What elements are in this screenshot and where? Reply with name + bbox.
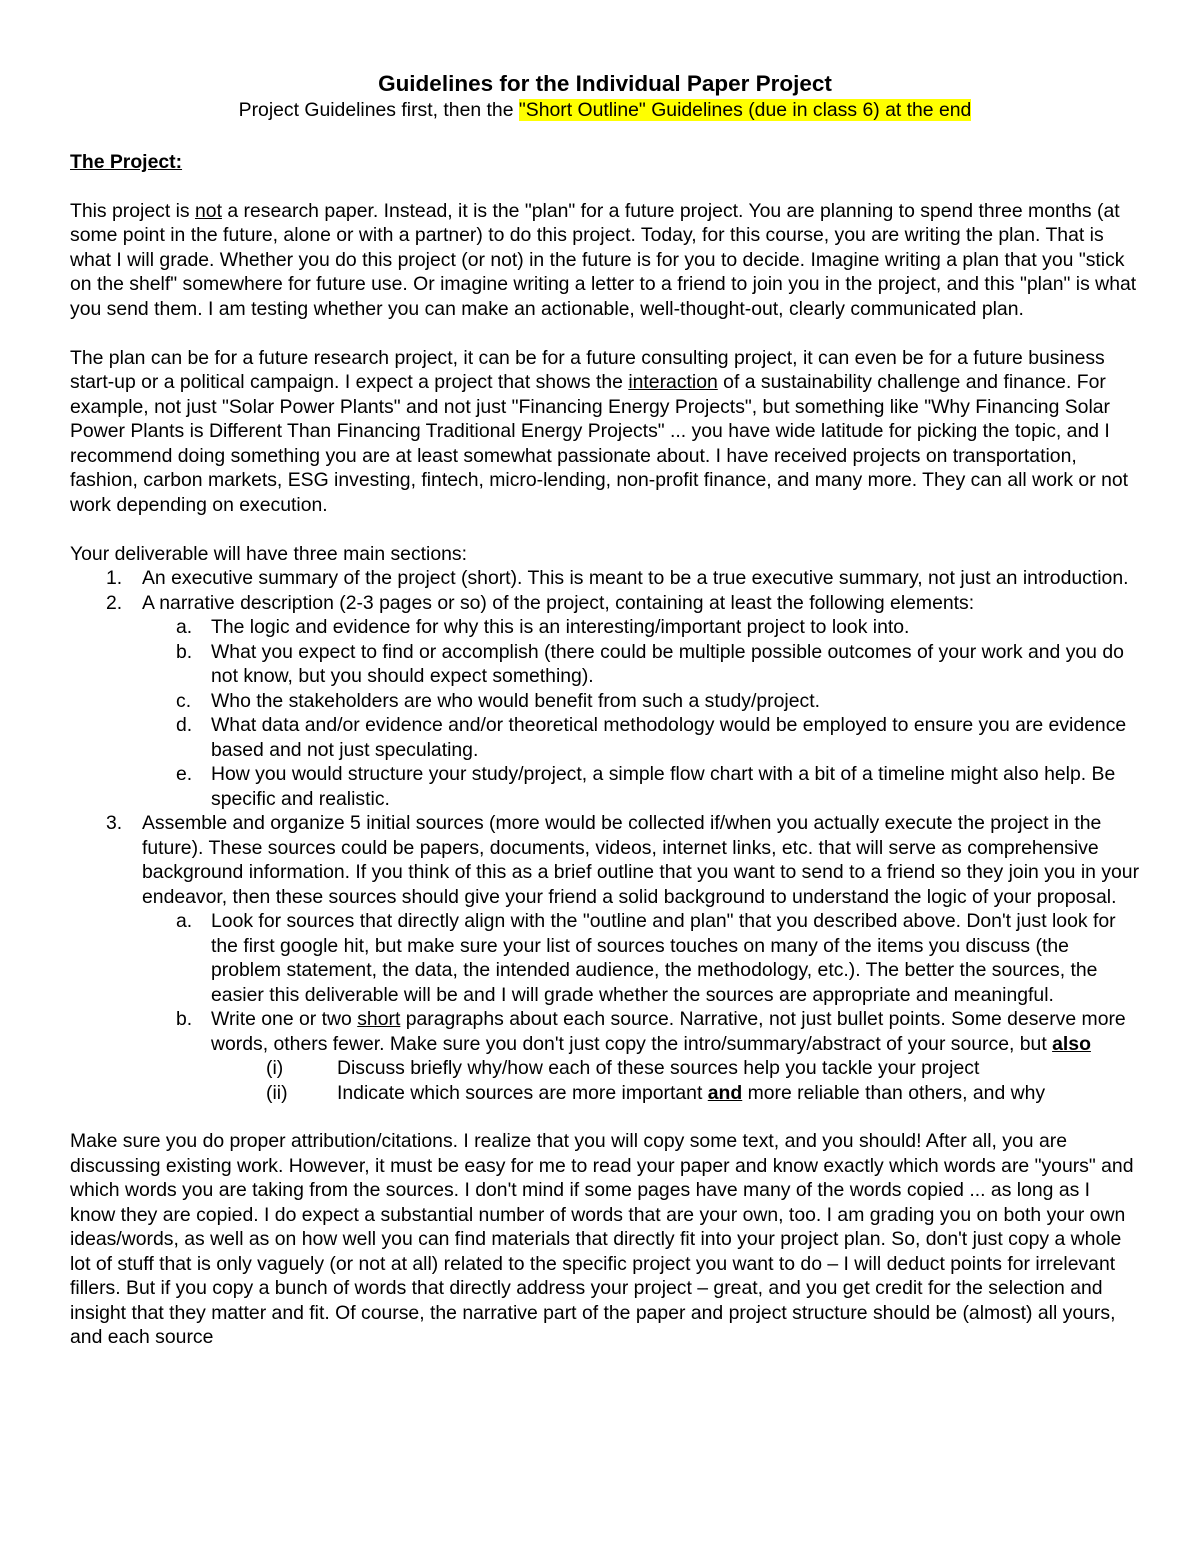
- sub-item-3b: [70, 1007, 1140, 1056]
- sub-letter: b.: [176, 1008, 193, 1030]
- sub-item-3a: [70, 909, 1140, 1007]
- roman-item-text-1: Indicate which sources are more important: [337, 1081, 708, 1104]
- para2-text-a: The plan can be for a future research project, it can be for a future consulting project, it can even be for a future business start-up or a political campaign. I expect a project that shows the: [70, 346, 1105, 393]
- para1-text-c: a research paper. Instead, it is the "plan" for a future project. You are planning to spend three months (at some point in the future, alone or with a partner) to do this project. Today, for this course, you are writing the plan. That is what I will grade. Whether you do this project (or not) in the future is for you to decide. Imagine writing a plan that you "stick on the shelf" somewhere for future use. Or imagine writing a letter to a friend to join you in the project, and this "plan" is what you send them. I am testing whether you can make an actionable, well-thought-out, clearly communicated plan.: [70, 199, 1137, 320]
- paragraph-attribution: Make sure you do proper attribution/citations. I realize that you will copy some text, and you should! After all, you are discussing existing work. However, it must be easy for me to read your paper and know exactly which words are "yours" and which words you are taking from the sources. I don't mind if some pages have many of the words copied ... as long as I know they are copied. I do expect a substantial number of words that are your own, too. I am grading you on both your own ideas/words, as well as on how well you can find materials that directly fit into your project plan. So, don't just copy a whole lot of stuff that is only vaguely (or not at all) related to the specific project you want to do – I will deduct points for irrelevant fillers. But if you copy a bunch of words that directly address your project – great, and you get credit for the selection and insight that they matter and fit. Of course, the narrative part of the paper and project structure should be (almost) all yours, and each source: [70, 1130, 1134, 1348]
- underlined-short: short: [357, 1008, 401, 1030]
- list-item-text: A narrative description (2-3 pages or so) of the project, containing at least the following elements:: [142, 591, 975, 614]
- sub-item-2d: [70, 713, 1140, 762]
- document-title: Guidelines for the Individual Paper Project: [378, 71, 832, 96]
- sub-item-text-1: Write one or two: [211, 1008, 358, 1030]
- roman-item-text-3: more reliable than others, and why: [742, 1081, 1046, 1104]
- roman-item-ii: [70, 1081, 1140, 1106]
- list-number: 1.: [106, 567, 123, 589]
- sub-letter: a.: [176, 910, 193, 932]
- paragraph-project-intro: [70, 199, 1140, 322]
- sub-item-2c: [70, 689, 1140, 714]
- sub-letter: c.: [176, 689, 192, 712]
- para1-text-a: This project is: [70, 199, 195, 222]
- list-item-2: [70, 591, 1140, 616]
- sub-letter: a.: [176, 616, 193, 638]
- list-number: 3.: [106, 812, 123, 834]
- sub-item-text: The logic and evidence for why this is an interesting/important project to look into.: [211, 616, 910, 638]
- deliverable-intro: Your deliverable will have three main sections:: [70, 542, 468, 565]
- list-number: 2.: [106, 591, 123, 614]
- subtitle-highlight: "Short Outline" Guidelines (due in class 6) at the end: [518, 99, 972, 121]
- sub-letter: d.: [176, 714, 193, 736]
- roman-number: (ii): [266, 1081, 288, 1104]
- bold-underlined-also: also: [1052, 1032, 1091, 1055]
- sub-item-2a: [70, 615, 1140, 640]
- sub-item-text: How you would structure your study/project, a simple flow chart with a bit of a timeline might also help. Be specific and realistic.: [211, 763, 1116, 810]
- paragraph-plan-scope: [70, 346, 1140, 518]
- para2-underlined-interaction: interaction: [628, 371, 718, 393]
- list-item-3: [70, 811, 1140, 909]
- sub-item-text: What you expect to find or accomplish (there could be multiple possible outcomes of your work and you do not know, but you should expect something).: [211, 640, 1124, 687]
- document-subtitle: [70, 98, 1140, 122]
- bold-underlined-and: and: [707, 1081, 743, 1104]
- para1-underlined-not: not: [195, 199, 222, 222]
- roman-item-i: [70, 1056, 1140, 1081]
- sub-item-text: Look for sources that directly align with the "outline and plan" that you described above. Don't just look for the first google hit, but make sure your list of sources touches on many of the items you discuss (the problem statement, the data, the intended audience, the methodology, etc.). The better the sources, the easier this deliverable will be and I will grade whether the sources are appropriate and meaningful.: [211, 910, 1116, 1006]
- para2-text-c: of a sustainability challenge and finance. For example, not just "Solar Power Plants" and not just "Financing Energy Projects", but something like "Why Financing Solar Power Plants is Different Than Financing Traditional Energy Projects" ... you have wide latitude for picking the topic, and I recommend doing something you are at least somewhat passionate about. I have received projects on transportation, fashion, carbon markets, ESG investing, fintech, micro-lending, non-profit finance, and many more. They can all work or not work depending on execution.: [70, 371, 1129, 516]
- list-item-text: An executive summary of the project (short). This is meant to be a true executive summary, not just an introduction.: [142, 567, 1129, 589]
- list-item-1: [70, 566, 1140, 591]
- sub-item-text: Who the stakeholders are who would benefit from such a study/project.: [211, 689, 820, 712]
- sub-item-2e: [70, 762, 1140, 811]
- list-item-text: Assemble and organize 5 initial sources (more would be collected if/when you actually execute the project in the future). These sources could be papers, documents, videos, internet links, etc. that will serve as comprehensive background information. If you think of this as a brief outline that you want to send to a friend so they join you in your endeavor, then these sources should give your friend a solid background to understand the logic of your proposal.: [142, 812, 1140, 908]
- section-heading-project: The Project:: [70, 151, 183, 173]
- sub-item-2b: [70, 640, 1140, 689]
- sub-item-text: What data and/or evidence and/or theoretical methodology would be employed to ensure you are evidence based and not just speculating.: [211, 714, 1127, 761]
- sub-letter: e.: [176, 763, 193, 785]
- subtitle-text: Project Guidelines first, then the: [238, 99, 519, 121]
- sub-item-text-3: paragraphs about each source. Narrative, not just bullet points. Some deserve more words, others fewer. Make sure you don't just copy the intro/summary/abstract of your source, but: [211, 1008, 1126, 1055]
- sub-letter: b.: [176, 640, 193, 663]
- deliverable-list: [70, 566, 1140, 1105]
- roman-item-text: Discuss briefly why/how each of these sources help you tackle your project: [337, 1057, 980, 1079]
- document-page: [70, 70, 1140, 1374]
- roman-number: (i): [266, 1057, 284, 1079]
